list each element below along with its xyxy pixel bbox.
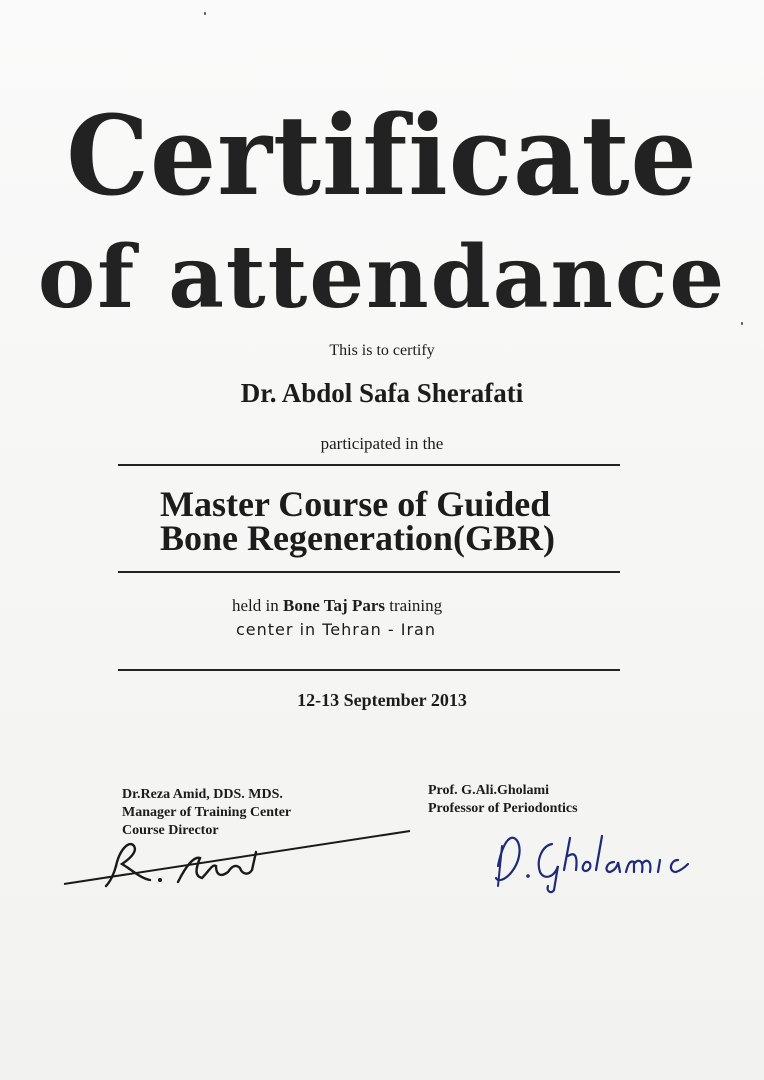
certify-text: This is to certify	[329, 342, 435, 359]
participated-text: participated in the	[320, 434, 444, 453]
course-title-line2: Bone Regeneration(GBR)	[160, 518, 555, 558]
signatory-right-name: Prof. G.Ali.Gholami	[428, 783, 550, 798]
venue-text	[232, 596, 442, 616]
certificate-subtitle: of attendance	[37, 227, 727, 328]
venue-suffix: training	[389, 596, 443, 615]
divider-line	[118, 464, 620, 466]
venue-prefix: held in	[232, 596, 279, 615]
divider-line	[118, 571, 620, 573]
recipient-name: Dr. Abdol Safa Sherafati	[240, 378, 524, 408]
signatory-left-role2: Course Director	[122, 823, 219, 838]
paper-speck	[204, 12, 206, 15]
signature-right	[488, 826, 703, 896]
divider-line	[118, 669, 620, 671]
course-title	[160, 484, 640, 558]
signatory-left-role: Manager of Training Center	[122, 805, 292, 820]
venue-name: Bone Taj Pars	[283, 596, 386, 615]
course-title-line1: Master Course of Guided	[160, 484, 551, 524]
event-date: 12-13 September 2013	[297, 690, 467, 710]
signature-left	[60, 826, 420, 896]
certificate-title: Certificate	[66, 90, 698, 221]
venue-location: center in Tehran - Iran	[236, 620, 436, 639]
signatory-left-name: Dr.Reza Amid, DDS. MDS.	[122, 787, 283, 802]
signatory-right	[428, 782, 578, 818]
signatory-right-role: Professor of Periodontics	[428, 801, 578, 816]
